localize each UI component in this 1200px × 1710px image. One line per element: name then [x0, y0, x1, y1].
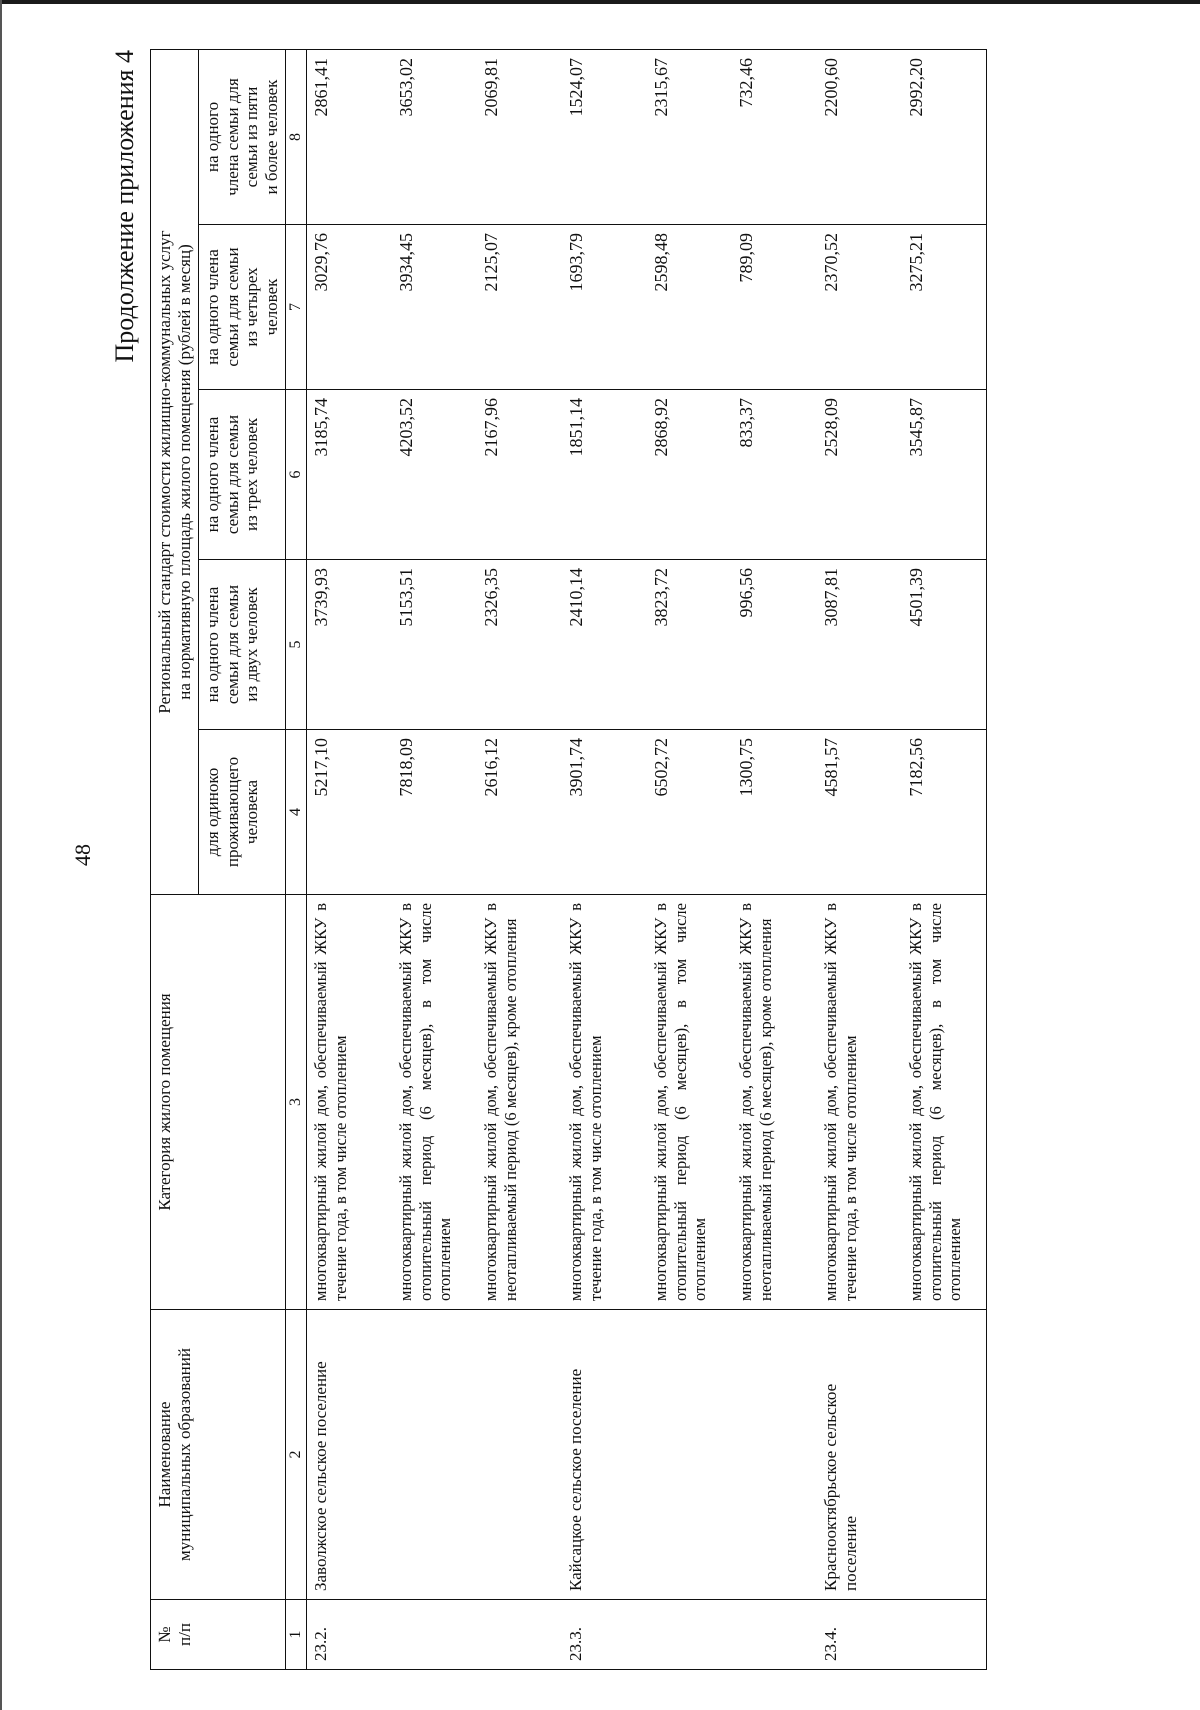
housing-category: многоквартирный жилой дом, обеспечиваемый ЖКУ в отопительный период (6 месяцев), в том числе отоплением — [392, 895, 477, 1310]
value-three: 2167,96 — [477, 390, 562, 560]
housing-category: многоквартирный жилой дом, обеспечиваемый ЖКУ в неотапливаемый период (6 месяцев), кроме отопления — [732, 895, 817, 1310]
value-four: 2370,52 — [817, 225, 902, 390]
municipality-name — [732, 1310, 817, 1600]
value-single: 2616,12 — [477, 730, 562, 895]
value-five: 732,46 — [732, 50, 817, 225]
header-sub-4: для одиноко проживающего человека — [199, 730, 286, 895]
value-four: 789,09 — [732, 225, 817, 390]
housing-category: многоквартирный жилой дом, обеспечиваемый ЖКУ в течение года, в том числе отоплением — [562, 895, 647, 1310]
document-page — [70, 40, 1130, 1670]
column-number: 3 — [286, 895, 307, 1310]
value-five: 2861,41 — [307, 50, 392, 225]
header-standard: Региональный стандарт стоимости жилищно-коммунальных услуг на нормативную площадь жилого помещения (рублей в месяц) — [151, 50, 199, 895]
value-two: 3087,81 — [817, 560, 902, 730]
value-three: 2528,09 — [817, 390, 902, 560]
row-number — [732, 1600, 817, 1670]
column-number: 5 — [286, 560, 307, 730]
value-single: 6502,72 — [647, 730, 732, 895]
value-two: 3823,72 — [647, 560, 732, 730]
value-two: 996,56 — [732, 560, 817, 730]
header-column-numbers — [286, 50, 307, 1670]
header-municipality: Наименование муниципальных образований — [151, 1310, 286, 1600]
row-number: 23.2. — [307, 1600, 392, 1670]
row-number: 23.4. — [817, 1600, 902, 1670]
value-four: 2125,07 — [477, 225, 562, 390]
value-four: 1693,79 — [562, 225, 647, 390]
municipality-name: Кайсацкое сельское поселение — [562, 1310, 647, 1600]
table-row — [647, 50, 732, 1670]
municipality-name: Краснооктябрьское сельское поселение — [817, 1310, 902, 1600]
municipality-name — [647, 1310, 732, 1600]
value-four: 3029,76 — [307, 225, 392, 390]
table-row — [902, 50, 987, 1670]
table-row — [392, 50, 477, 1670]
housing-category: многоквартирный жилой дом, обеспечиваемый ЖКУ в течение года, в том числе отоплением — [817, 895, 902, 1310]
header-sub-6: на одного члена семьи для семьи из трех человек — [199, 390, 286, 560]
table-body — [307, 50, 987, 1670]
column-number: 2 — [286, 1310, 307, 1600]
housing-category: многоквартирный жилой дом, обеспечиваемый ЖКУ в течение года, в том числе отоплением — [307, 895, 392, 1310]
scan-edge-top — [0, 0, 1200, 4]
housing-category: многоквартирный жилой дом, обеспечиваемый ЖКУ в неотапливаемый период (6 месяцев), кроме отопления — [477, 895, 562, 1310]
housing-category: многоквартирный жилой дом, обеспечиваемый ЖКУ в отопительный период (6 месяцев), в том числе отоплением — [647, 895, 732, 1310]
municipality-name: Заволжское сельское поселение — [307, 1310, 392, 1600]
value-three: 2868,92 — [647, 390, 732, 560]
municipality-name — [477, 1310, 562, 1600]
table-header — [151, 50, 307, 1670]
appendix-note: Продолжение приложения 4 — [110, 50, 139, 363]
scan-edge-left — [0, 0, 2, 1710]
header-num: № п/п — [151, 1600, 286, 1670]
header-sub-7: на одного члена семьи для семьи из четырех человек — [199, 225, 286, 390]
value-five: 2992,20 — [902, 50, 987, 225]
municipality-name — [392, 1310, 477, 1600]
value-single: 3901,74 — [562, 730, 647, 895]
value-four: 3934,45 — [392, 225, 477, 390]
value-five: 1524,07 — [562, 50, 647, 225]
column-number: 6 — [286, 390, 307, 560]
value-five: 3653,02 — [392, 50, 477, 225]
row-number — [392, 1600, 477, 1670]
municipality-name — [902, 1310, 987, 1600]
row-number — [477, 1600, 562, 1670]
header-sub-5: на одного члена семьи для семьи из двух человек — [199, 560, 286, 730]
value-three: 833,37 — [732, 390, 817, 560]
value-three: 3185,74 — [307, 390, 392, 560]
value-single: 7182,56 — [902, 730, 987, 895]
standards-table — [150, 49, 987, 1670]
value-two: 3739,93 — [307, 560, 392, 730]
column-number: 7 — [286, 225, 307, 390]
table-row — [562, 50, 647, 1670]
row-number: 23.3. — [562, 1600, 647, 1670]
value-five: 2069,81 — [477, 50, 562, 225]
table-row — [477, 50, 562, 1670]
value-four: 3275,21 — [902, 225, 987, 390]
value-five: 2315,67 — [647, 50, 732, 225]
value-single: 7818,09 — [392, 730, 477, 895]
value-single: 4581,57 — [817, 730, 902, 895]
table-row — [307, 50, 392, 1670]
column-number: 4 — [286, 730, 307, 895]
housing-category: многоквартирный жилой дом, обеспечиваемый ЖКУ в отопительный период (6 месяцев), в том числе отоплением — [902, 895, 987, 1310]
row-number — [647, 1600, 732, 1670]
page-number: 48 — [70, 844, 95, 866]
value-single: 5217,10 — [307, 730, 392, 895]
value-two: 2326,35 — [477, 560, 562, 730]
row-number — [902, 1600, 987, 1670]
table-row — [732, 50, 817, 1670]
value-three: 3545,87 — [902, 390, 987, 560]
header-category: Категория жилого помещения — [151, 895, 286, 1310]
column-number: 8 — [286, 50, 307, 225]
header-sub-8: на одного члена семьи для семьи из пяти и более человек — [199, 50, 286, 225]
column-number: 1 — [286, 1600, 307, 1670]
value-two: 5153,51 — [392, 560, 477, 730]
value-single: 1300,75 — [732, 730, 817, 895]
table-row — [817, 50, 902, 1670]
value-two: 4501,39 — [902, 560, 987, 730]
value-two: 2410,14 — [562, 560, 647, 730]
value-four: 2598,48 — [647, 225, 732, 390]
value-three: 1851,14 — [562, 390, 647, 560]
value-three: 4203,52 — [392, 390, 477, 560]
value-five: 2200,60 — [817, 50, 902, 225]
